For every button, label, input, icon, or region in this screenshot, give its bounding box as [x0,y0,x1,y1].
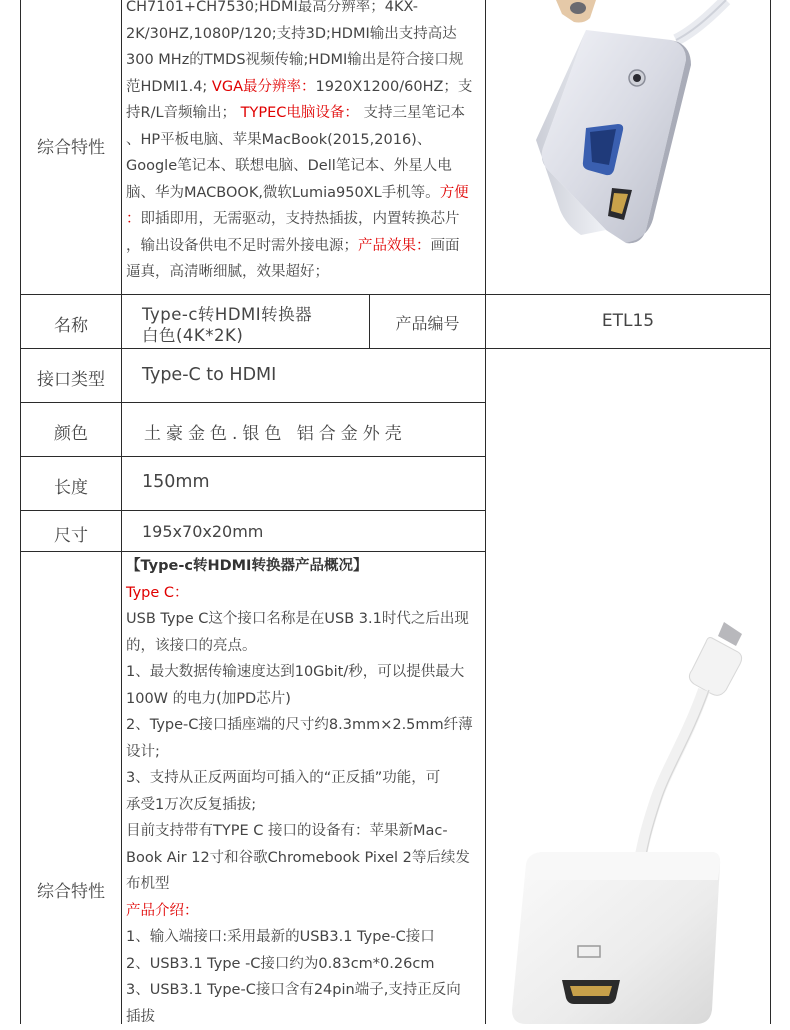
text-segment: 持R/L音频输出； [126,105,241,121]
text-segment: 100W 的电力(加PD芯片) [126,691,291,707]
grid-line [121,0,122,1024]
text-line [126,580,486,607]
grid-line [20,402,486,403]
text-segment: USB Type C这个接口名称是在USB 3.1时代之后出现 [126,611,469,627]
text-segment: 1、输入端接口:采用最新的USB3.1 Type-C接口 [126,929,435,945]
product-name-line1: Type-c转HDMI转换器 [142,301,312,325]
text-line [126,233,486,260]
text-line [126,0,486,21]
text-segment: VGA最分辨率： [212,79,316,95]
text-line [126,206,486,233]
text-segment: 2、Type-C接口插座端的尺寸约8.3mm×2.5mm纤薄 [126,717,473,733]
grid-line [770,0,771,1024]
length-label: 长度 [21,473,121,498]
text-line [126,792,486,819]
text-segment: Google笔记本、联想电脑、Dell笔记本、外星人电 [126,158,452,174]
text-segment: Type C： [126,585,189,601]
text-segment: 范HDMI1.4; [126,79,212,95]
text-line [126,1004,486,1030]
product-code-label: 产品编号 [370,311,485,334]
text-line [126,898,486,925]
text-segment: TYPEC电脑设备： [241,105,359,121]
text-segment: 产品效果： [358,238,431,254]
grid-line [20,551,486,552]
grid-line [20,294,771,295]
text-segment: 画面 [431,238,460,254]
text-line [126,100,486,127]
text-segment: 2、USB3.1 Type -C接口约为0.83cm*0.26cm [126,956,434,972]
interface-type-label: 接口类型 [21,365,121,390]
text-segment: ： [126,211,141,227]
text-segment: 【Type-c转HDMI转换器产品概况】 [126,558,367,574]
features-text [126,0,486,286]
text-line [126,712,486,739]
text-segment: CH7101+CH7530;HDMI最高分辨率；4KX- [126,0,418,15]
text-segment: 承受1万次反复插拔; [126,797,256,813]
product-image-silver-adapter [486,0,770,294]
text-line [126,180,486,207]
text-segment: 3、支持从正反两面均可插入的“正反插”功能，可 [126,770,440,786]
text-line [126,47,486,74]
text-segment: 产品介绍： [126,903,199,919]
text-line [126,127,486,154]
text-line [126,924,486,951]
text-segment: 布机型 [126,876,170,892]
text-line [126,553,486,580]
text-line [126,871,486,898]
text-line [126,606,486,633]
text-segment: 逼真，高清晰细腻，效果超好； [126,264,329,280]
color-label: 颜色 [21,419,121,444]
product-image-white-adapter [486,600,770,1024]
size-value: 195x70x20mm [142,522,263,541]
text-line [126,259,486,286]
text-segment: 设计; [126,744,160,760]
text-line [126,153,486,180]
length-value: 150mm [142,472,210,492]
text-line [126,765,486,792]
interface-type-value: Type-C to HDMI [142,365,276,385]
name-label: 名称 [21,311,121,336]
text-segment: 的，该接口的亮点。 [126,638,257,654]
text-line [126,686,486,713]
text-line [126,977,486,1004]
text-segment: 1、最大数据传输速度达到10Gbit/秒，可以提供最大 [126,664,464,680]
overview-text [126,553,486,1030]
text-segment: 插拔 [126,1009,155,1025]
text-segment: 支持三星笔记本 [359,105,465,121]
grid-line [20,510,486,511]
product-name-line2: 白色(4K*2K) [142,322,243,346]
text-segment: 300 MHz的TMDS视频传输;HDMI输出是符合接口规 [126,52,463,68]
features-label-2: 综合特性 [21,877,121,902]
grid-line [20,456,486,457]
text-line [126,633,486,660]
text-line [126,739,486,766]
features-label: 综合特性 [21,133,121,158]
text-line [126,951,486,978]
color-value: 土豪金色.银色 铝合金外壳 [144,419,407,444]
text-segment: 1920X1200/60HZ；支 [316,79,473,95]
text-line [126,818,486,845]
size-label: 尺寸 [21,521,121,546]
text-line [126,21,486,48]
text-segment: 目前支持带有TYPE C 接口的设备有：苹果新Mac- [126,823,448,839]
text-segment: 、HP平板电脑、苹果MacBook(2015,2016)、 [126,132,431,148]
text-segment: 方便 [440,185,469,201]
text-segment: ，输出设备供电不足时需外接电源； [126,238,358,254]
grid-line [20,348,771,349]
text-line [126,74,486,101]
text-segment: 3、USB3.1 Type-C接口含有24pin端子,支持正反向 [126,982,461,998]
product-code-value: ETL15 [486,311,770,331]
text-segment: 脑、华为MACBOOK,微软Lumia950XL手机等。 [126,185,440,201]
text-line [126,659,486,686]
text-segment: 即插即用，无需驱动，支持热插拔，内置转换芯片 [141,211,460,227]
text-segment: 2K/30HZ,1080P/120;支持3D;HDMI输出支持高达 [126,26,457,42]
text-line [126,845,486,872]
text-segment: Book Air 12寸和谷歌Chromebook Pixel 2等后续发 [126,850,470,866]
